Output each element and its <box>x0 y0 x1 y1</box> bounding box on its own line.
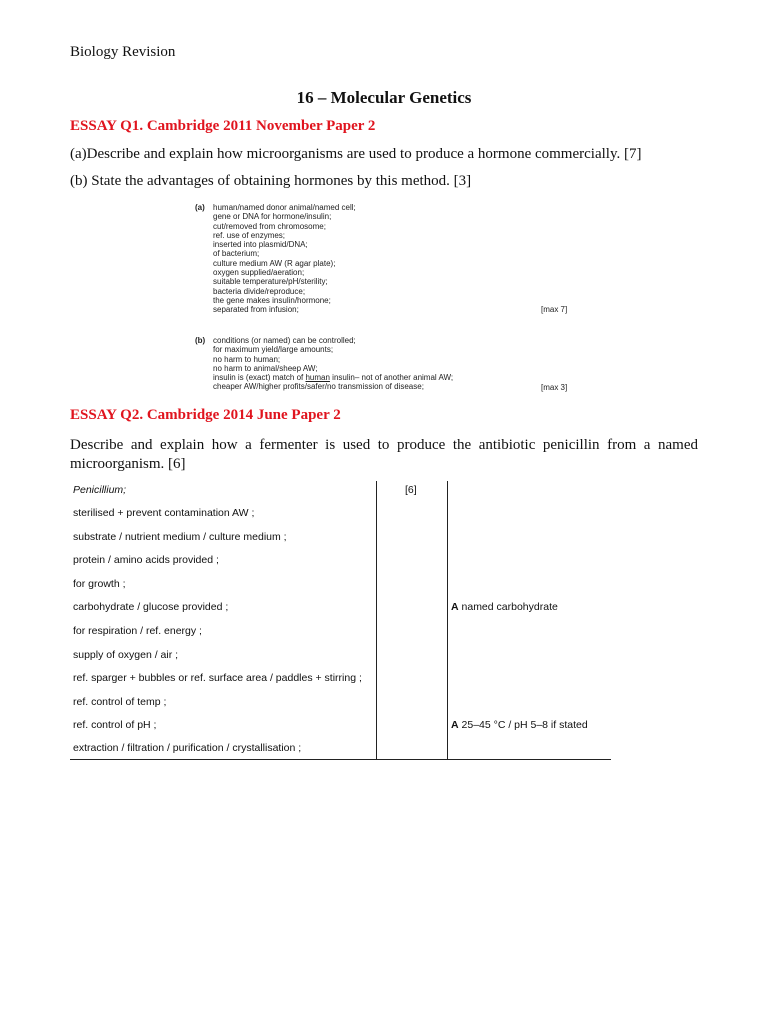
page-header: Biology Revision <box>70 44 176 60</box>
scheme-a-line: cut/removed from chromosome; <box>213 221 326 231</box>
table-marks: [6] <box>405 484 417 496</box>
table-row: ref. control of temp ; <box>73 696 167 708</box>
essay-q1-heading: ESSAY Q1. Cambridge 2011 November Paper 2 <box>70 118 376 134</box>
scheme-a-line: separated from infusion; <box>213 305 299 315</box>
scheme-a-label: (a) <box>195 203 205 212</box>
table-divider <box>447 481 448 760</box>
scheme-a-line: oxygen supplied/aeration; <box>213 268 305 278</box>
scheme-a-line: inserted into plasmid/DNA; <box>213 240 308 250</box>
table-row: sterilised + prevent contamination AW ; <box>73 507 255 519</box>
insulin-pre: insulin is (exact) match of <box>213 373 306 383</box>
q1-part-b: (b) State the advantages of obtaining hormones by this method. [3] <box>70 173 472 189</box>
q1-part-a: (a)Describe and explain how microorganisms are used to produce a hormone commercially. [7] <box>70 146 642 162</box>
scheme-a-line: human/named donor animal/named cell; <box>213 203 356 212</box>
mark-scheme-table <box>70 481 611 760</box>
scheme-a-line: gene or DNA for hormone/insulin; <box>213 212 332 222</box>
mark-scheme-q1 <box>195 203 575 396</box>
table-row: for growth ; <box>73 578 126 590</box>
table-note-temperature <box>451 719 588 731</box>
scheme-b-line: no harm to animal/sheep AW; <box>213 363 318 373</box>
note-text: named carbohydrate <box>458 601 558 613</box>
note-prefix: A <box>451 719 459 731</box>
note-text: 25–45 °C / pH 5–8 if stated <box>458 719 588 731</box>
scheme-a-line: suitable temperature/pH/sterility; <box>213 277 328 287</box>
table-row: ref. sparger + bubbles or ref. surface area / paddles + stirring ; <box>73 672 362 684</box>
scheme-b-insulin-line <box>213 373 453 382</box>
table-bottom-rule <box>70 759 611 761</box>
scheme-a-line: of bacterium; <box>213 249 260 259</box>
scheme-a-line: the gene makes insulin/hormone; <box>213 295 331 305</box>
scheme-b-line: conditions (or named) can be controlled; <box>213 336 356 345</box>
essay-q2-heading: ESSAY Q2. Cambridge 2014 June Paper 2 <box>70 407 341 423</box>
scheme-b-line: no harm to human; <box>213 354 281 364</box>
scheme-a-line: ref. use of enzymes; <box>213 230 286 240</box>
table-divider <box>376 481 377 760</box>
scheme-b-line: for maximum yield/large amounts; <box>213 345 334 355</box>
table-note-carbohydrate <box>451 601 558 613</box>
insulin-underlined: human <box>305 373 330 383</box>
table-row: extraction / filtration / purification / crystallisation ; <box>73 742 302 754</box>
note-prefix: A <box>451 601 459 613</box>
table-row: protein / amino acids provided ; <box>73 554 219 566</box>
table-row: substrate / nutrient medium / culture medium ; <box>73 531 287 543</box>
table-row: for respiration / ref. energy ; <box>73 625 202 637</box>
scheme-b-lines <box>213 336 453 392</box>
scheme-a-max: [max 7] <box>541 305 568 314</box>
table-row: Penicillium; <box>73 484 127 496</box>
scheme-b-line: cheaper AW/higher profits/safer/no transmission of disease; <box>213 382 424 392</box>
scheme-a-lines <box>213 203 356 315</box>
scheme-a-line: bacteria divide/reproduce; <box>213 286 306 296</box>
scheme-b-max: [max 3] <box>541 383 568 392</box>
scheme-a-line: culture medium AW (R agar plate); <box>213 258 336 268</box>
table-row: supply of oxygen / air ; <box>73 649 179 661</box>
table-row: carbohydrate / glucose provided ; <box>73 601 229 613</box>
insulin-post: insulin– not of another animal AW; <box>329 373 454 383</box>
page-title: 16 – Molecular Genetics <box>296 88 472 107</box>
q2-question: Describe and explain how a fermenter is used to produce the antibiotic penicillin from a named microorganism. [6] <box>70 437 698 472</box>
scheme-b-label: (b) <box>195 336 206 345</box>
table-row: ref. control of pH ; <box>73 719 157 731</box>
